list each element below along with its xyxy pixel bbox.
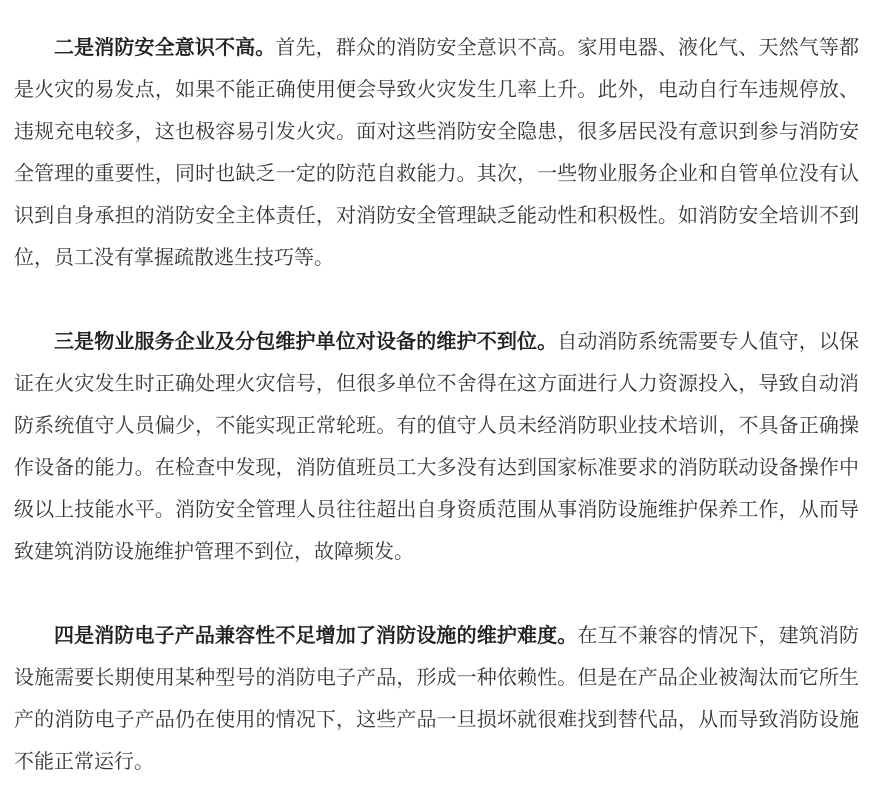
paragraph-compatibility — [14, 614, 859, 782]
paragraph-heading: 二是消防安全意识不高。 — [54, 35, 276, 59]
paragraph-body: 首先，群众的消防安全意识不高。家用电器、液化气、天然气等都是火灾的易发点，如果不能正确使用便会导致火灾发生几率上升。此外，电动自行车违规停放、违规充电较多，这也极容易引发火灾。面对这些消防安全隐患，很多居民没有意识到参与消防安全管理的重要性，同时也缺乏一定的防范自救能力。其次，一些物业服务企业和自管单位没有认识到自身承担的消防安全主体责任，对消防安全管理缺乏能动性和积极性。如消防安全培训不到位，员工没有掌握疏散逃生技巧等。 — [14, 35, 860, 269]
paragraph-awareness — [14, 26, 859, 278]
paragraph-maintenance — [14, 320, 859, 572]
paragraph-body: 在互不兼容的情况下，建筑消防设施需要长期使用某种型号的消防电子产品，形成一种依赖性。但是在产品企业被淘汰而它所生产的消防电子产品仍在使用的情况下，这些产品一旦损坏就很难找到替代品，从而导致消防设施不能正常运行。 — [14, 623, 860, 773]
paragraph-heading: 四是消防电子产品兼容性不足增加了消防设施的维护难度。 — [54, 623, 578, 647]
paragraph-body: 自动消防系统需要专人值守，以保证在火灾发生时正确处理火灾信号，但很多单位不舍得在这方面进行人力资源投入，导致自动消防系统值守人员偏少，不能实现正常轮班。有的值守人员未经消防职业技术培训，不具备正确操作设备的能力。在检查中发现，消防值班员工大多没有达到国家标准要求的消防联动设备操作中级以上技能水平。消防安全管理人员往往超出自身资质范围从事消防设施维护保养工作，从而导致建筑消防设施维护管理不到位，故障频发。 — [14, 329, 860, 563]
paragraph-heading: 三是物业服务企业及分包维护单位对设备的维护不到位。 — [54, 329, 558, 353]
